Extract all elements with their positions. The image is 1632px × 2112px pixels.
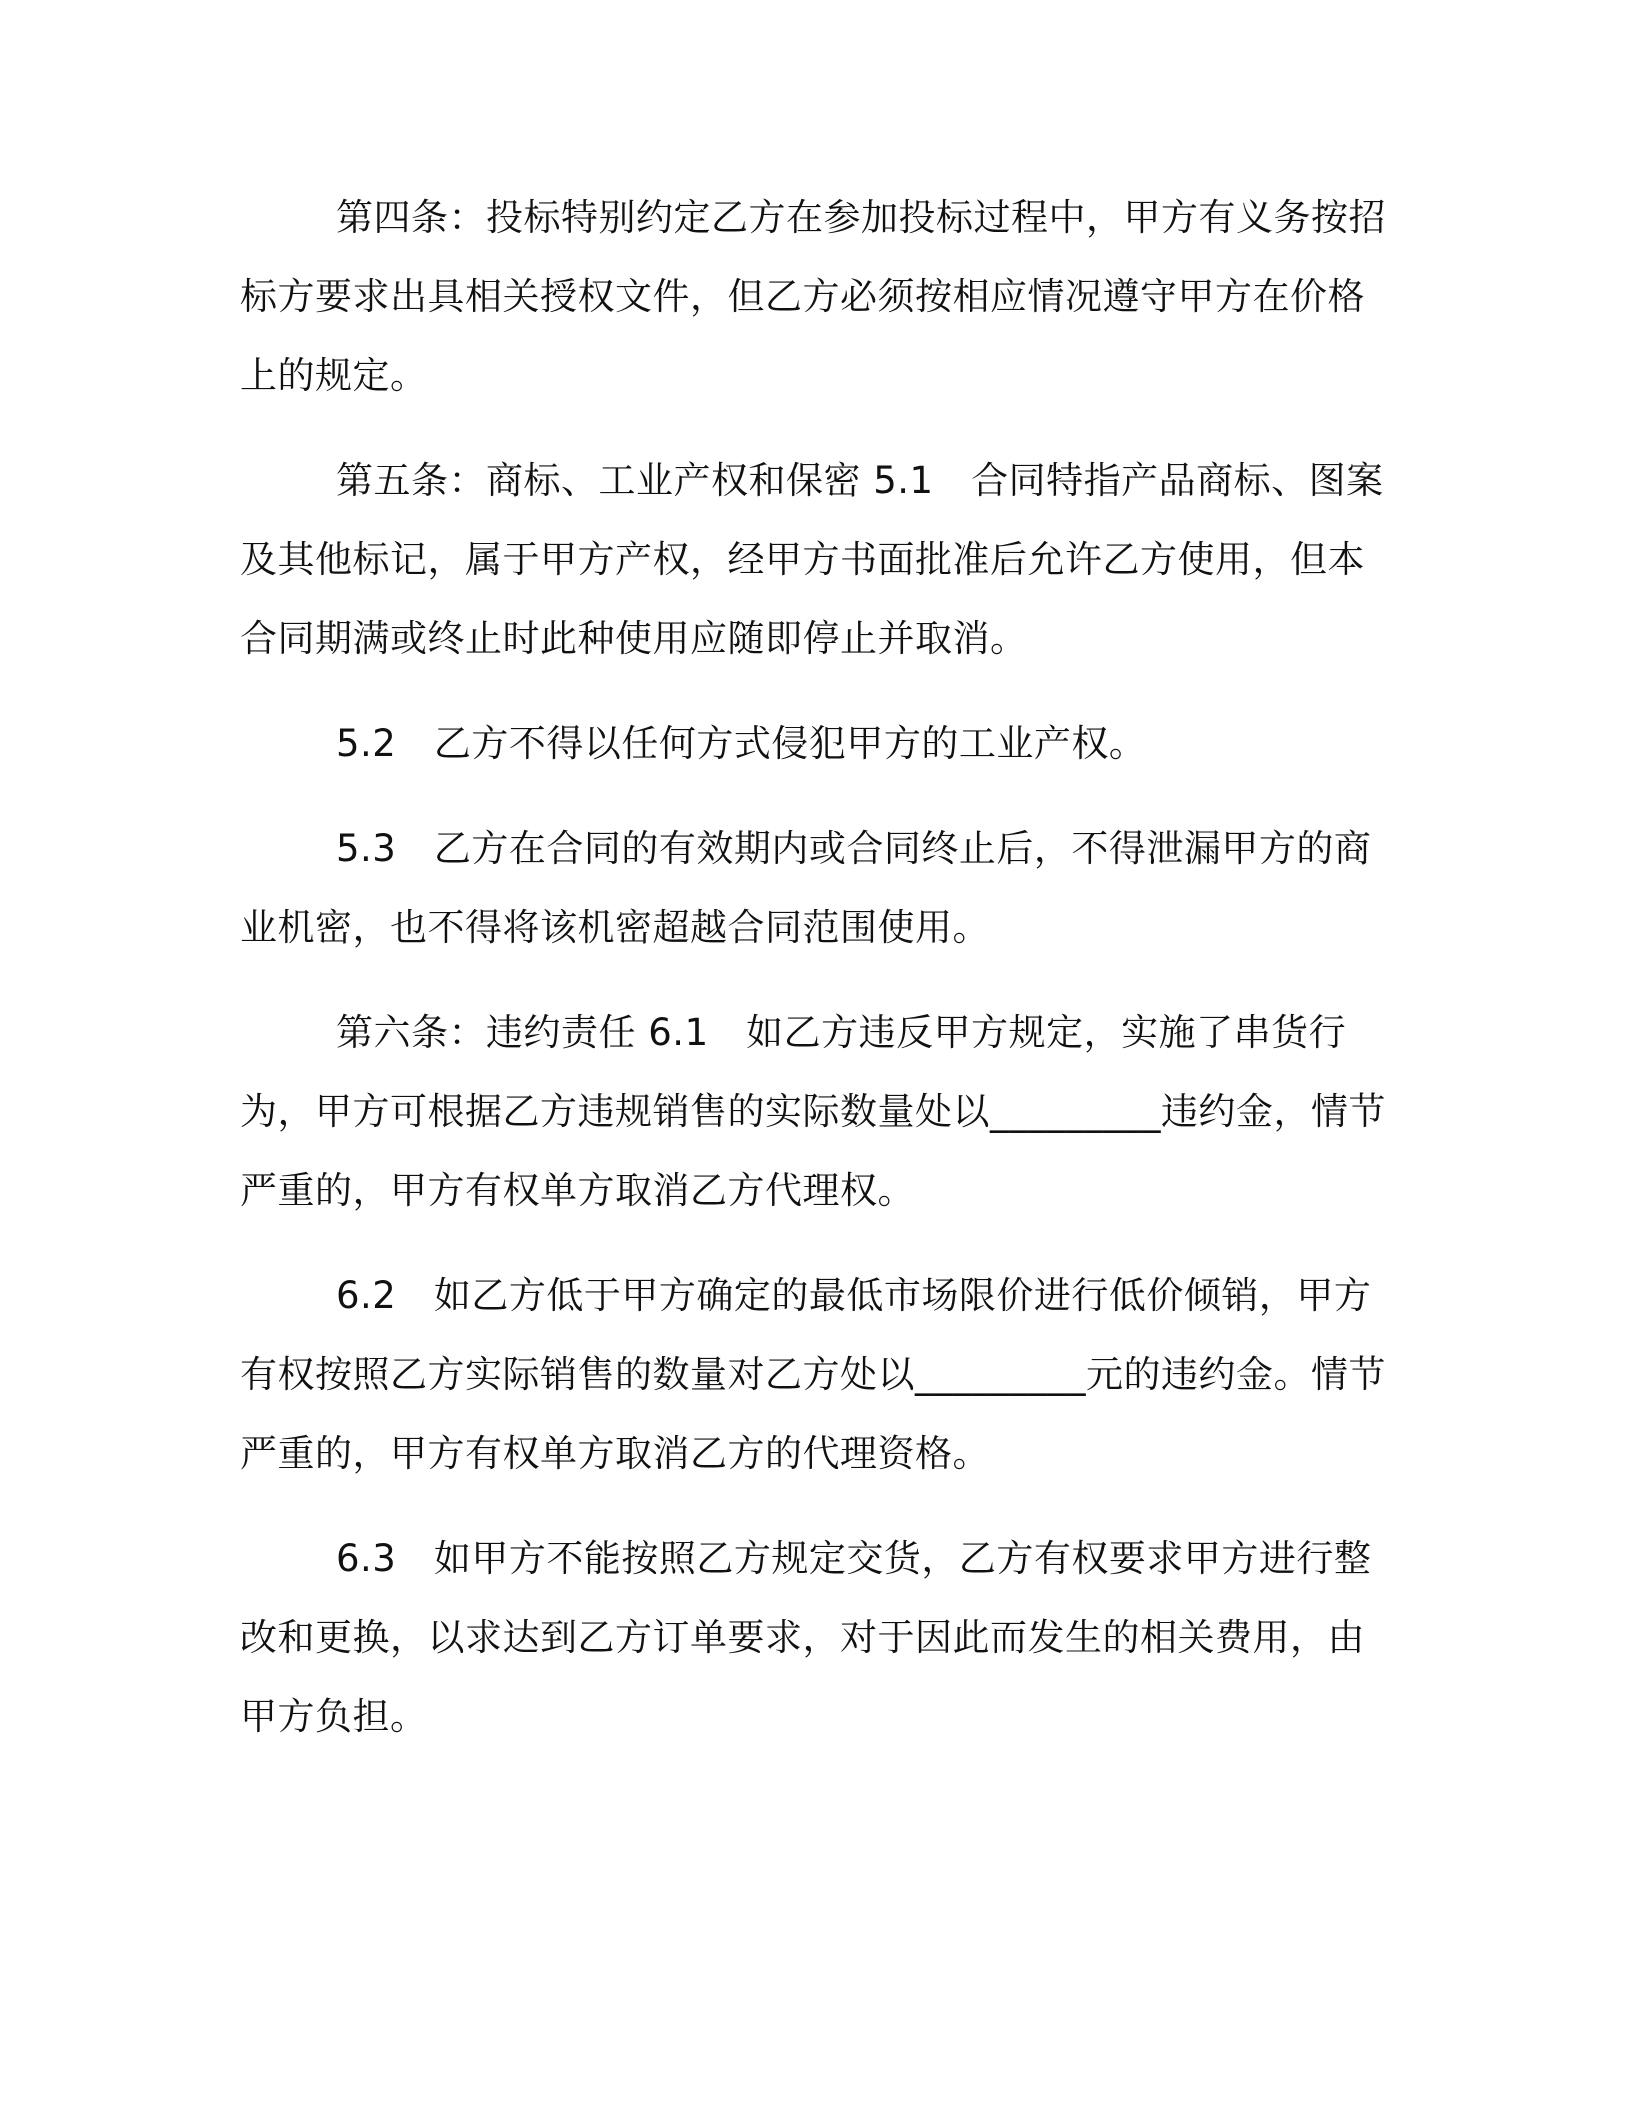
- clause-5-2-ip: 5.2 乙方不得以任何方式侵犯甲方的工业产权。: [336, 722, 1147, 765]
- clause-6-3-delivery: 6.3 如甲方不能按照乙方规定交货，乙方有权要求甲方进行整改和更换，以求达到乙方订单要求，对于因此而发生的相关费用，由甲方负担。: [240, 1537, 1372, 1738]
- article-4-bidding: 第四条：投标特别约定乙方在参加投标过程中，甲方有义务按招标方要求出具相关授权文件，但乙方必须按相应情况遵守甲方在价格上的规定。: [240, 196, 1386, 397]
- clause-6-2-dumping: 6.2 如乙方低于甲方确定的最低市场限价进行低价倾销，甲方有权按照乙方实际销售的数量对乙方处以_________元的违约金。情节严重的，甲方有权单方取消乙方的代理资格。: [240, 1274, 1386, 1475]
- article-6-liability: 第六条：违约责任 6.1 如乙方违反甲方规定，实施了串货行为，甲方可根据乙方违规销售的实际数量处以_________违约金，情节严重的，甲方有权单方取消乙方代理权。: [240, 1011, 1386, 1212]
- document-body: [240, 178, 1392, 1782]
- article-5-trademark-ip-confidentiality: 第五条：商标、工业产权和保密 5.1 合同特指产品商标、图案及其他标记，属于甲方产权，经甲方书面批准后允许乙方使用，但本合同期满或终止时此种使用应随即停止并取消。: [240, 459, 1384, 660]
- clause-5-3-confidentiality: 5.3 乙方在合同的有效期内或合同终止后，不得泄漏甲方的商业机密，也不得将该机密超越合同范围使用。: [240, 827, 1372, 949]
